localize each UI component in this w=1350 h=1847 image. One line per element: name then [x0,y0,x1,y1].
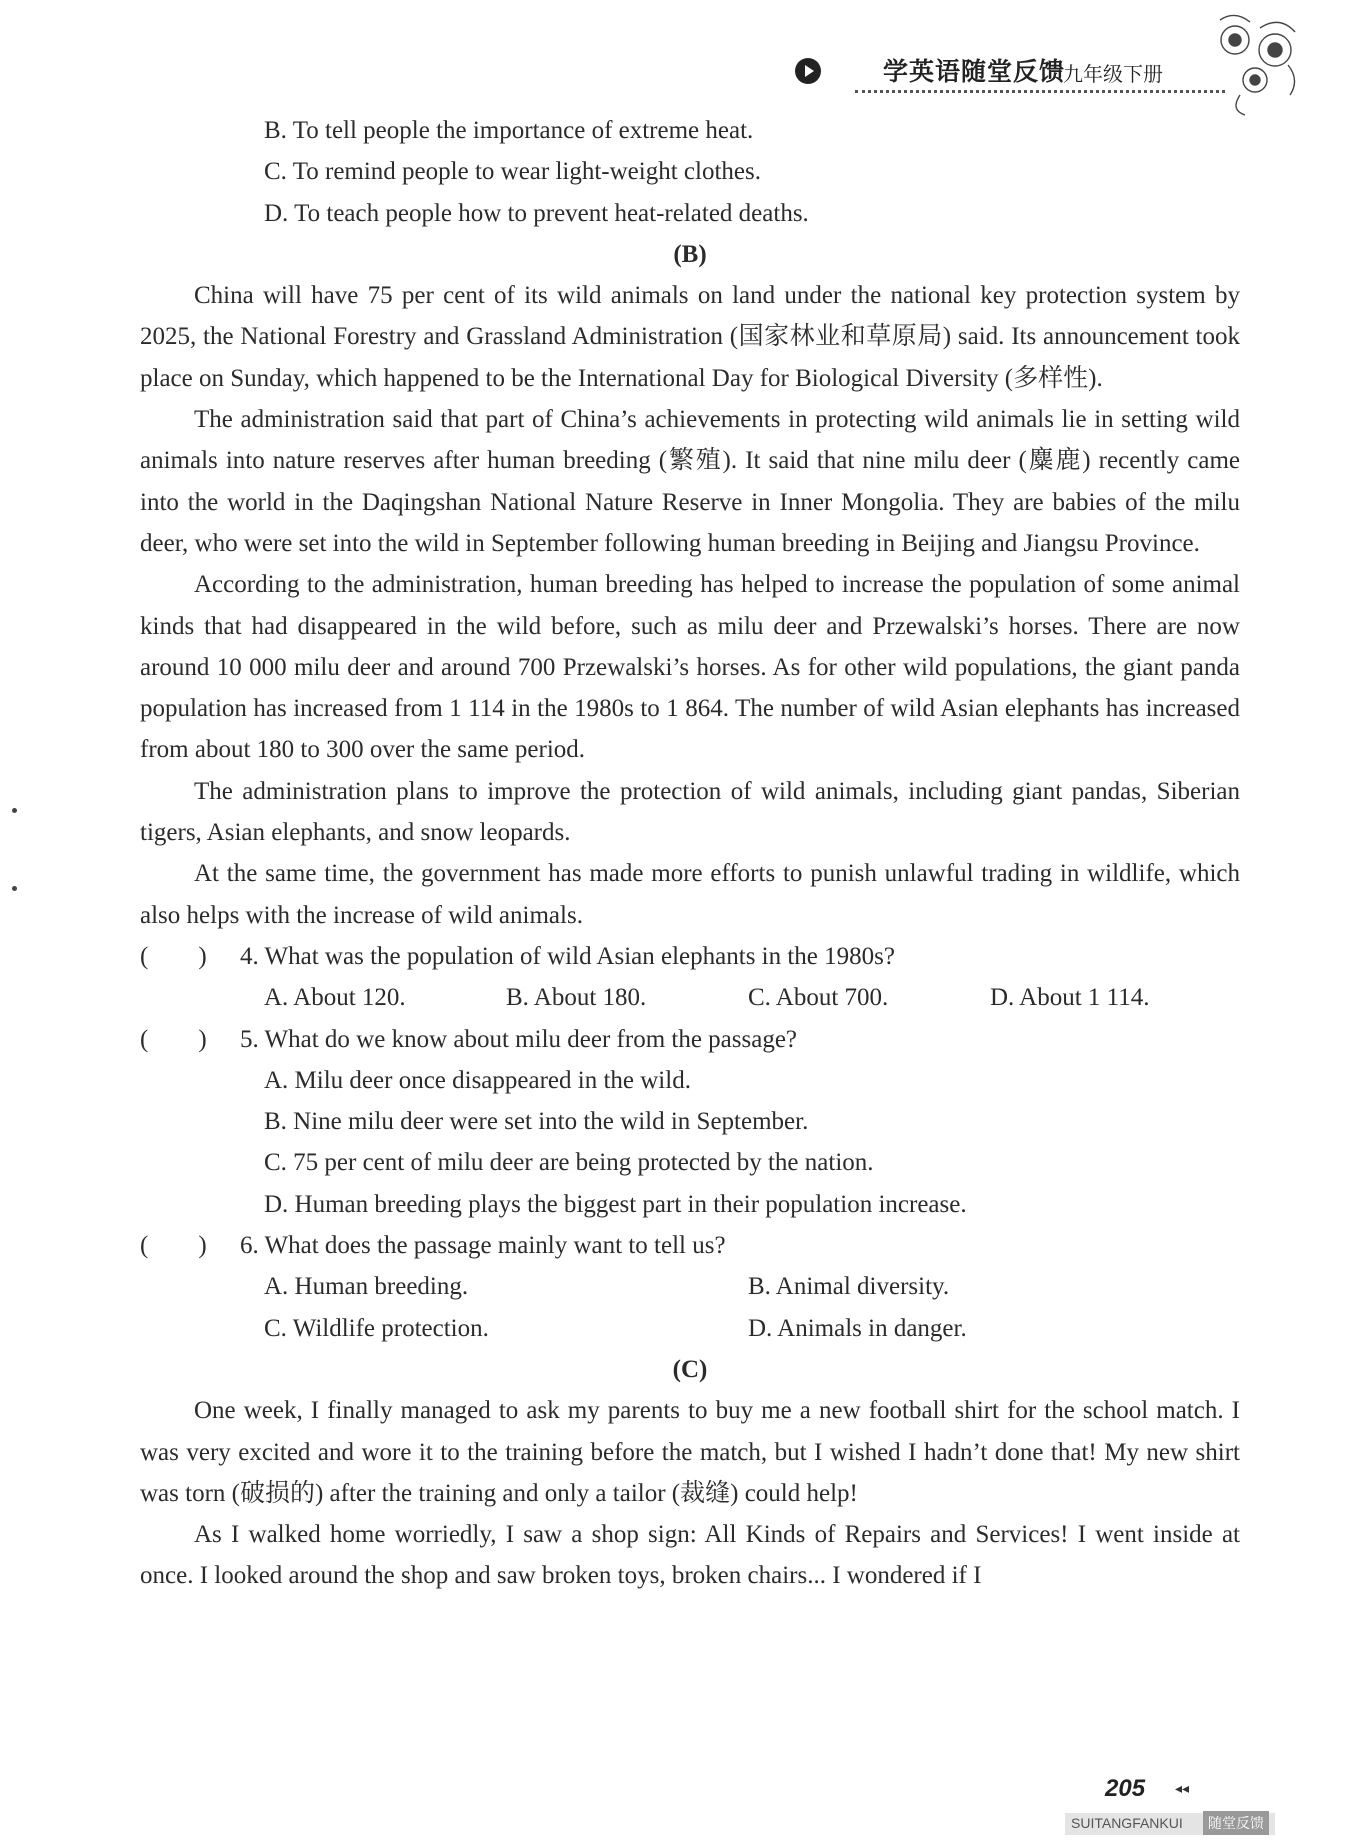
option-line: B. To tell people the importance of extreme heat. [264,117,754,144]
series-name-cn: 随堂反馈 [1203,1811,1269,1835]
page-footer [1065,1775,1275,1835]
page-number: 205 [1105,1775,1146,1802]
option: A. Human breeding. [264,1273,469,1301]
option: C. About 700. [748,984,889,1012]
option: D. Human breeding plays the biggest part in their population increase. [264,1190,967,1218]
page-content [140,110,1240,1597]
paragraph: According to the administration, human breeding has helped to increase the population of some animal kinds that had disappeared in the wild before, such as milu deer and Przewalski’s horses. There are now around 10 000 milu deer and around 700 Przewalski’s horses. As for other wild populations, the giant panda population has increased from 1 114 in the 1980s to 1 864. The number of wild Asian elephants has increased from about 180 to 300 over the same period. [140,571,1240,764]
option: B. Animal diversity. [748,1273,950,1301]
option: D. Animals in danger. [748,1314,967,1342]
option: B. Nine milu deer were set into the wild in September. [264,1108,809,1136]
paragraph: China will have 75 per cent of its wild animals on land under the national key protection system by 2025, the National Forestry and Grassland Administration (国家林业和草原局) said. Its announcement took place on Sunday, which happened to be the International Day for Biological Diversity (多样性). [140,282,1240,392]
option: A. Milu deer once disappeared in the wild. [264,1066,691,1094]
answer-blank: ( ) [140,1232,207,1260]
question-4-options [140,977,1240,1018]
section-c-heading: (C) [672,1355,708,1383]
question-4 [140,936,1240,977]
question-6-options [140,1266,1240,1307]
paragraph: The administration plans to improve the protection of wild animals, including giant pandas, Siberian tigers, Asian elephants, and snow leopards. [140,777,1240,847]
answer-blank: ( ) [140,942,207,970]
series-name-en: SUITANGFANKUI [1071,1815,1183,1831]
section-b-heading: (B) [673,240,707,268]
question-5 [140,1019,1240,1060]
option: D. About 1 114. [990,984,1150,1012]
question-6 [140,1225,1240,1266]
flower-ornament-icon [1200,10,1320,120]
paragraph: At the same time, the government has made more efforts to punish unlawful trading in wildlife, which also helps with the increase of wild animals. [140,860,1240,929]
option: C. 75 per cent of milu deer are being protected by the nation. [264,1149,874,1177]
question-text: 6. What does the passage mainly want to tell us? [240,1232,726,1260]
book-title: 学英语随堂反馈 [883,57,1066,86]
header-dotted-line [855,90,1225,93]
paragraph: The administration said that part of China’s achievements in protecting wild animals lie in setting wild animals into nature reserves after human breeding (繁殖). It said that nine milu deer (麋鹿) recently came into the world in the Daqingshan National Nature Reserve in Inner Mongolia. They are babies of the milu deer, who were set into the wild in September following human breeding in Beijing and Jiangsu Province. [140,406,1240,557]
play-icon [795,58,821,84]
page-header [795,50,1235,90]
option-line: D. To teach people how to prevent heat-related deaths. [264,199,809,227]
margin-mark [12,886,17,891]
option: B. About 180. [506,984,647,1012]
double-arrow-icon: ◂◂ [1175,1781,1190,1797]
question-text: 4. What was the population of wild Asian elephants in the 1980s? [240,942,895,970]
answer-blank: ( ) [140,1025,207,1053]
option: A. About 120. [264,984,406,1012]
paragraph: As I walked home worriedly, I saw a shop sign: All Kinds of Repairs and Services! I went inside at once. I looked around the shop and saw broken toys, broken chairs... I wondered if I [140,1521,1240,1590]
question-6-options [140,1308,1240,1349]
book-subtitle: 九年级下册 [1063,62,1163,86]
paragraph: One week, I finally managed to ask my parents to buy me a new football shirt for the school match. I was very excited and wore it to the training before the match, but I wished I hadn’t done that! My new shirt was torn (破损的) after the training and only a tailor (裁缝) could help! [140,1397,1240,1507]
option-line: C. To remind people to wear light-weight clothes. [264,158,761,186]
question-text: 5. What do we know about milu deer from the passage? [240,1025,798,1053]
margin-mark [12,808,17,813]
option: C. Wildlife protection. [264,1314,489,1342]
